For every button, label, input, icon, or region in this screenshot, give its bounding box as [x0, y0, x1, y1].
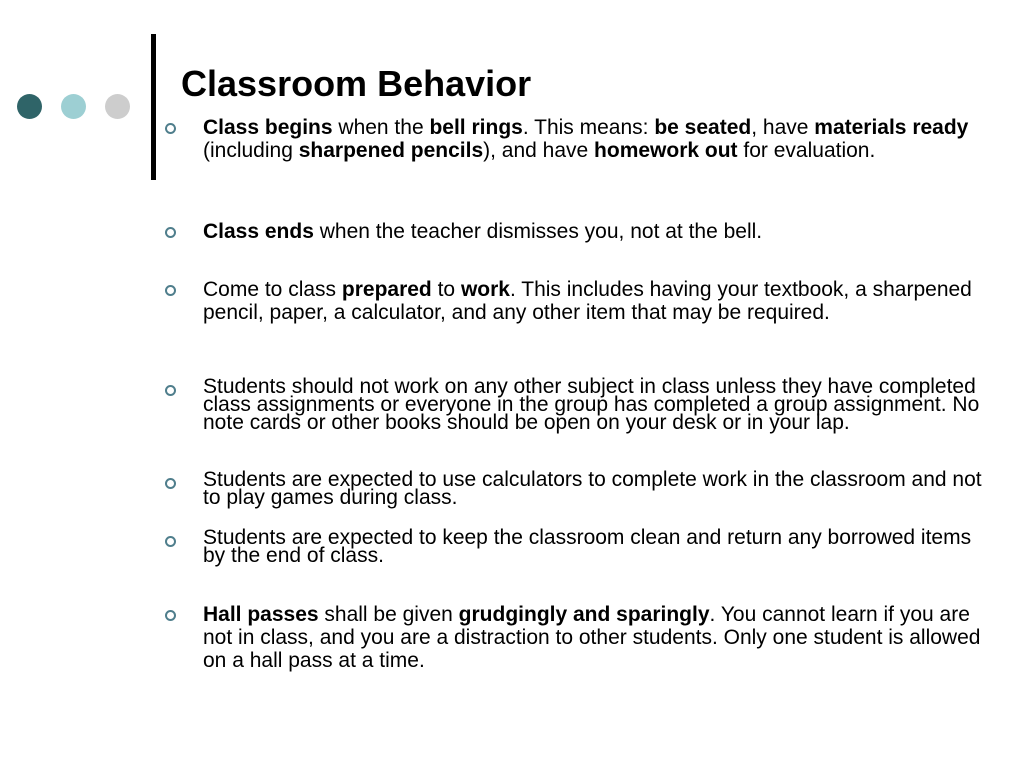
text-run: shall be given — [318, 603, 459, 626]
text-run: (including — [203, 139, 299, 162]
bullet-class-begins — [165, 116, 995, 162]
text-run: to — [431, 278, 461, 301]
bold-run: be seated — [654, 116, 752, 139]
bullet-text — [203, 116, 983, 162]
bold-run: bell rings — [429, 116, 523, 139]
ring-bullet-icon — [165, 285, 176, 296]
text-run: Students are expected to use calculators to complete work in the classroom and not to play games during class. — [203, 468, 982, 509]
decorative-dot-gray — [105, 94, 130, 119]
text-run: , have — [751, 116, 815, 139]
text-run: ), and have — [483, 139, 595, 162]
bold-run: grudgingly and sparingly — [458, 603, 710, 626]
bullet-class-ends — [165, 220, 995, 243]
bold-run: work — [460, 278, 510, 301]
text-run: . This includes having your textbook, a sharpened pencil, paper, a calculator, and any other item that may be required. — [203, 278, 972, 324]
title-divider-line — [151, 34, 156, 180]
bullet-text — [203, 375, 983, 434]
bullet-clean-classroom — [165, 526, 995, 567]
decorative-dot-dark — [17, 94, 42, 119]
text-run: Come to class — [203, 278, 342, 301]
bold-run: prepared — [341, 278, 432, 301]
bullet-hall-passes — [165, 603, 995, 672]
bold-run: materials ready — [814, 116, 969, 139]
ring-bullet-icon — [165, 123, 176, 134]
bold-run: Hall passes — [203, 603, 319, 626]
text-run: . This means: — [522, 116, 655, 139]
text-run: when the teacher dismisses you, not at the bell. — [313, 220, 763, 243]
bullet-text — [203, 220, 983, 243]
ring-bullet-icon — [165, 478, 176, 489]
bullet-text — [203, 468, 983, 509]
bold-run: Class ends — [203, 220, 314, 243]
bullet-text — [203, 603, 983, 672]
bullet-other-subjects — [165, 375, 995, 434]
text-run: for evaluation. — [737, 139, 876, 162]
ring-bullet-icon — [165, 610, 176, 621]
bullet-text — [203, 278, 983, 324]
ring-bullet-icon — [165, 536, 176, 547]
bold-run: homework out — [594, 139, 738, 162]
bullet-come-prepared — [165, 278, 995, 324]
bold-run: Class begins — [203, 116, 333, 139]
ring-bullet-icon — [165, 385, 176, 396]
ring-bullet-icon — [165, 227, 176, 238]
slide-title: Classroom Behavior — [181, 63, 532, 104]
decorative-dot-light-teal — [61, 94, 86, 119]
text-run: . You cannot learn if you are not in class, and you are a distraction to other students. Only one student is allowed on a hall pass at a time. — [203, 603, 981, 672]
text-run: when the — [332, 116, 430, 139]
bullet-calculators — [165, 468, 995, 509]
bullet-list — [165, 0, 995, 768]
bold-run: sharpened pencils — [298, 139, 484, 162]
text-run: Students should not work on any other subject in class unless they have completed class assignments or everyone in the group has completed a group assignment. No note cards or other books should be open on your desk or in your lap. — [203, 375, 980, 434]
bullet-text — [203, 526, 983, 567]
text-run: Students are expected to keep the classroom clean and return any borrowed items by the end of class. — [203, 526, 972, 567]
